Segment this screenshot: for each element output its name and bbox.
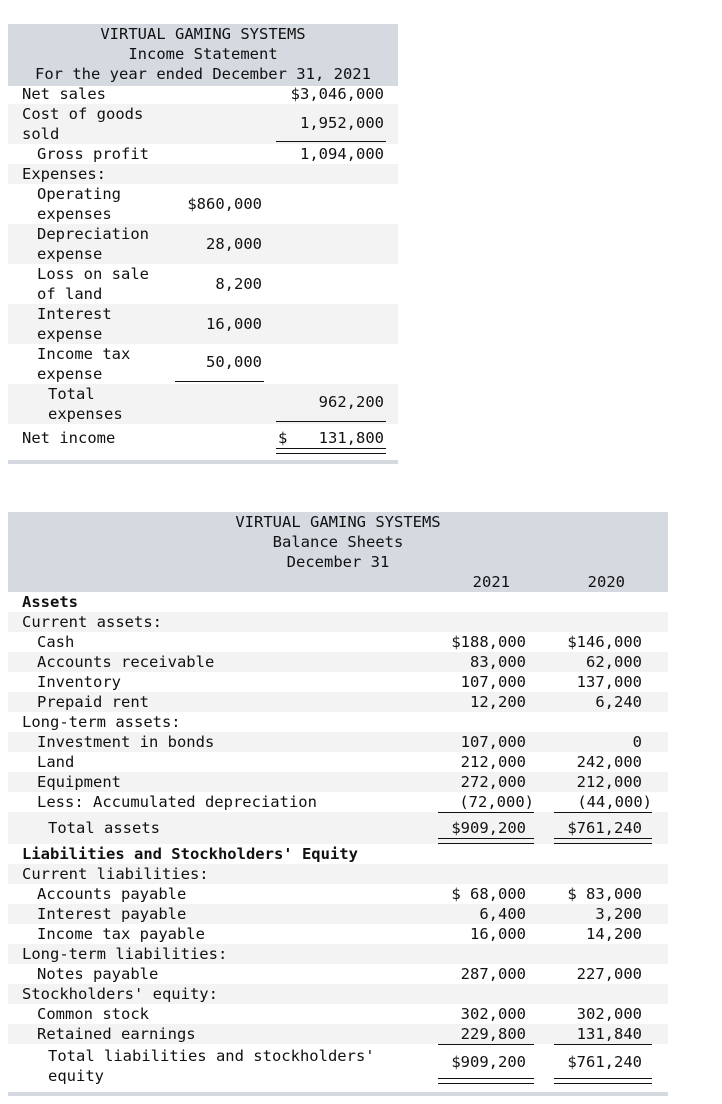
common-2020: 302,000 (576, 1005, 642, 1023)
land-2021: 212,000 (460, 753, 526, 771)
operating-label: expenses (37, 205, 112, 223)
retained-2020: 131,840 (576, 1025, 642, 1043)
accum-dep-label: Less: Accumulated depreciation (37, 793, 317, 811)
ap-2020: $ 83,000 (567, 885, 642, 903)
inventory-2021: 107,000 (460, 673, 526, 691)
cash-label: Cash (37, 633, 75, 651)
cash-2020: $146,000 (567, 633, 642, 651)
current-liab-heading: Current liabilities: (22, 865, 209, 883)
operating-value: $860,000 (187, 195, 262, 213)
cogs-value: 1,952,000 (300, 114, 384, 132)
underline (438, 812, 534, 813)
common-2021: 302,000 (460, 1005, 526, 1023)
column-header-2021: 2021 (472, 573, 510, 591)
net-income-value: 131,800 (318, 429, 384, 447)
net-income-label: Net income (22, 429, 116, 447)
statement-period: For the year ended December 31, 2021 (35, 65, 371, 83)
prepaid-2021: 12,200 (470, 693, 526, 711)
tax-pay-2020: 14,200 (586, 925, 642, 943)
ar-label: Accounts receivable (37, 653, 215, 671)
accum-dep-2020: (44,000) (577, 793, 652, 811)
total-le-label: Total liabilities and stockholders' (48, 1047, 375, 1065)
underline (554, 812, 652, 813)
net-sales-value: $3,046,000 (290, 85, 384, 103)
total-expenses-label: Total (48, 385, 95, 403)
retained-label: Retained earnings (37, 1025, 196, 1043)
expenses-heading: Expenses: (22, 165, 106, 183)
assets-heading: Assets (22, 593, 78, 611)
underline (175, 381, 264, 382)
notes-label: Notes payable (37, 965, 159, 983)
total-expenses-label: expenses (48, 405, 123, 423)
table-bottom-bar (8, 460, 398, 464)
retained-2021: 229,800 (460, 1025, 526, 1043)
int-pay-2021: 6,400 (479, 905, 526, 923)
cogs-label: sold (22, 125, 60, 143)
common-label: Common stock (37, 1005, 149, 1023)
cogs-label: Cost of goods (22, 105, 144, 123)
equipment-2020: 212,000 (576, 773, 642, 791)
liab-equity-heading: Liabilities and Stockholders' Equity (22, 845, 358, 863)
gross-profit-label: Gross profit (37, 145, 149, 163)
int-pay-2020: 3,200 (595, 905, 642, 923)
income-tax-value: 50,000 (206, 353, 262, 371)
bonds-2020: 0 (632, 733, 642, 751)
total-le-2020: $761,240 (567, 1053, 642, 1071)
total-expenses-value: 962,200 (318, 393, 384, 411)
inventory-2020: 137,000 (576, 673, 642, 691)
gross-profit-value: 1,094,000 (300, 145, 384, 163)
depreciation-label: expense (37, 245, 103, 263)
double-underline (276, 448, 386, 454)
se-heading: Stockholders' equity: (22, 985, 218, 1003)
interest-label: expense (37, 325, 103, 343)
depreciation-value: 28,000 (206, 235, 262, 253)
total-assets-label: Total assets (48, 819, 160, 837)
statement-title: Balance Sheets (272, 533, 404, 551)
int-pay-label: Interest payable (37, 905, 187, 923)
depreciation-label: Depreciation (37, 225, 149, 243)
accum-dep-2021: (72,000) (459, 793, 534, 811)
total-assets-2020: $761,240 (567, 819, 642, 837)
statement-title: Income Statement (128, 45, 278, 63)
income-tax-label: expense (37, 365, 103, 383)
column-header-2020: 2020 (587, 573, 625, 591)
double-underline (554, 838, 652, 844)
double-underline (438, 838, 534, 844)
tax-pay-label: Income tax payable (37, 925, 205, 943)
ar-2021: 83,000 (470, 653, 526, 671)
loss-land-label: Loss on sale (37, 265, 149, 283)
total-le-label: equity (48, 1067, 104, 1085)
loss-land-label: of land (37, 285, 103, 303)
net-income-dollar: $ (278, 429, 288, 447)
lt-assets-heading: Long-term assets: (22, 713, 181, 731)
total-le-2021: $909,200 (451, 1053, 526, 1071)
current-assets-heading: Current assets: (22, 613, 162, 631)
interest-label: Interest (37, 305, 112, 323)
ap-2021: $ 68,000 (451, 885, 526, 903)
underline (276, 421, 386, 422)
company-name: VIRTUAL GAMING SYSTEMS (100, 25, 306, 43)
interest-value: 16,000 (206, 315, 262, 333)
lt-liab-heading: Long-term liabilities: (22, 945, 228, 963)
income-tax-label: Income tax (37, 345, 131, 363)
prepaid-label: Prepaid rent (37, 693, 149, 711)
company-name: VIRTUAL GAMING SYSTEMS (235, 513, 441, 531)
ap-label: Accounts payable (37, 885, 187, 903)
notes-2021: 287,000 (460, 965, 526, 983)
land-label: Land (37, 753, 75, 771)
underline (438, 1044, 534, 1045)
equipment-label: Equipment (37, 773, 121, 791)
tax-pay-2021: 16,000 (470, 925, 526, 943)
operating-label: Operating (37, 185, 121, 203)
equipment-2021: 272,000 (460, 773, 526, 791)
total-assets-2021: $909,200 (451, 819, 526, 837)
prepaid-2020: 6,240 (595, 693, 642, 711)
ar-2020: 62,000 (586, 653, 642, 671)
bonds-2021: 107,000 (460, 733, 526, 751)
table-bottom-bar (8, 1092, 668, 1096)
bonds-label: Investment in bonds (37, 733, 215, 751)
statement-date: December 31 (286, 553, 390, 571)
notes-2020: 227,000 (576, 965, 642, 983)
land-2020: 242,000 (576, 753, 642, 771)
cash-2021: $188,000 (451, 633, 526, 651)
underline (554, 1044, 652, 1045)
loss-land-value: 8,200 (215, 275, 262, 293)
double-underline (554, 1078, 652, 1084)
underline (276, 141, 386, 142)
net-sales-label: Net sales (22, 85, 106, 103)
double-underline (438, 1078, 534, 1084)
inventory-label: Inventory (37, 673, 121, 691)
